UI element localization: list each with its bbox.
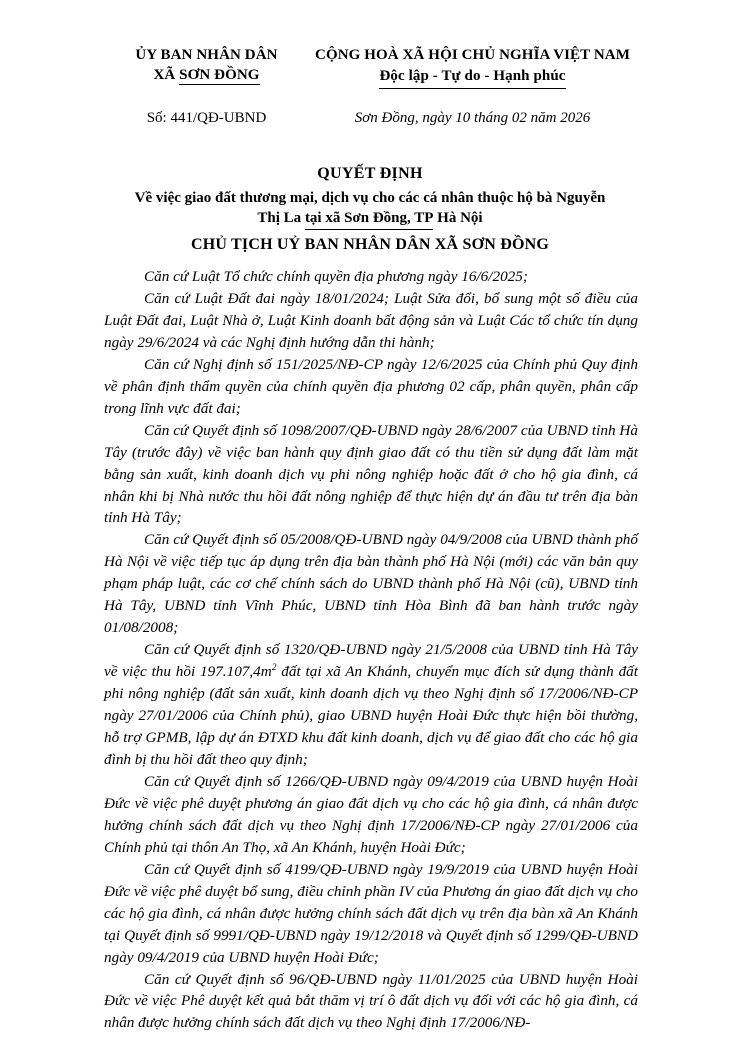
document-body — [104, 266, 638, 1034]
area-unit-superscript: 2 — [271, 663, 277, 674]
issuing-authority-commune: SƠN ĐỒNG — [179, 66, 260, 83]
place-and-date: Sơn Đồng, ngày 10 tháng 02 năm 2026 — [354, 110, 591, 126]
document-subject-line2-pre: Thị La — [257, 209, 305, 226]
document-subject-line1: Về việc giao đất thương mại, dịch vụ cho các cá nhân thuộc hộ bà Nguyễn — [134, 189, 606, 206]
document-subject-location: tại xã Sơn Đồng, TP — [305, 208, 433, 230]
issuing-authority-line2 — [104, 66, 309, 86]
area-paragraph-after: đất tại xã An Khánh, chuyển mục đích sử dụng thành đất phi nông nghiệp (đất sản xuất, kinh doanh dịch vụ theo Nghị định số 17/2006/NĐ-CP ngày 27/01/2006 của Chính phủ), giao UBND huyện Hoài Đức thực hiện bồi thường, hỗ trợ GPMB, lập dự án ĐTXD khu đất kinh doanh, dịch vụ để giao đất cho các hộ gia đình bị thu hồi đất theo quy định; — [104, 663, 638, 768]
body-paragraph: Căn cứ Quyết định số 05/2008/QĐ-UBND ngày 04/9/2008 của UBND thành phố Hà Nội về việc tiếp tục áp dụng trên địa bàn thành phố Hà Nội (mới) các văn bản quy phạm pháp luật, các cơ chế chính sách do UBND thành phố Hà Nội (cũ), UBND tỉnh Hà Tây, UBND tỉnh Vĩnh Phúc, UBND tỉnh Hòa Bình đã ban hành trước ngày 01/08/2008; — [104, 531, 638, 637]
document-number-row — [104, 110, 636, 127]
area-paragraph-before: Căn cứ Quyết định số 1320/QĐ-UBND ngày 21/5/2008 của UBND tỉnh Hà Tây về việc thu hồi 197.107,4m — [104, 641, 638, 681]
national-title: CỘNG HOÀ XÃ HỘI CHỦ NGHĨA VIỆT NAM — [315, 47, 630, 63]
deciding-authority: CHỦ TỊCH UỶ BAN NHÂN DÂN XÃ SƠN ĐỒNG — [190, 236, 550, 253]
document-type-title: QUYẾT ĐỊNH — [317, 165, 423, 182]
body-paragraph — [104, 639, 638, 771]
document-subject-line2-post: Hà Nội — [433, 209, 483, 226]
national-motto: Độc lập - Tự do - Hạnh phúc — [379, 67, 565, 89]
body-paragraph: Căn cứ Luật Tổ chức chính quyền địa phương ngày 16/6/2025; — [144, 268, 528, 285]
body-paragraph: Căn cứ Quyết định số 96/QĐ-UBND ngày 11/01/2025 của UBND huyện Hoài Đức về việc Phê duyệt kết quả bắt thăm vị trí ô đất dịch vụ đối với các hộ gia đình, cá nhân được hưởng chính sách đất dịch vụ theo Nghị định 17/2006/NĐ- — [104, 970, 638, 1032]
letterhead — [104, 46, 636, 89]
body-paragraph: Căn cứ Nghị định số 151/2025/NĐ-CP ngày 12/6/2025 của Chính phủ Quy định về phân định thẩm quyền của chính quyền địa phương 02 cấp, phân quyền, phân cấp trong lĩnh vực đất đai; — [104, 355, 638, 417]
national-motto-wrap — [309, 66, 636, 89]
document-subject — [104, 188, 636, 230]
title-block — [104, 164, 636, 230]
body-paragraph: Căn cứ Quyết định số 4199/QĐ-UBND ngày 19/9/2019 của UBND huyện Hoài Đức về việc phê duyệt bổ sung, điều chỉnh phần IV của Phương án giao đất dịch vụ cho các hộ gia đình, cá nhân được hưởng chính sách đất dịch vụ trên địa bàn xã An Khánh tại Quyết định số 9991/QĐ-UBND ngày 19/12/2018 và Quyết định số 1299/QĐ-UBND ngày 09/4/2019 của UBND huyện Hoài Đức; — [104, 860, 638, 966]
issuing-authority-block — [104, 46, 309, 86]
body-paragraph: Căn cứ Luật Đất đai ngày 18/01/2024; Luật Sửa đổi, bổ sung một số điều của Luật Đất đai, Luật Nhà ở, Luật Kinh doanh bất động sản và Luật Các tổ chức tín dụng ngày 29/6/2024 và các Nghị định hướng dẫn thi hành; — [104, 289, 638, 351]
body-paragraph: Căn cứ Quyết định số 1266/QĐ-UBND ngày 09/4/2019 của UBND huyện Hoài Đức về việc phê duyệt phương án giao đất dịch vụ cho các hộ gia đình, cá nhân được hưởng chính sách đất dịch vụ theo Nghị định 17/2006/NĐ-CP ngày 27/01/2006 của Chính phủ tại thôn An Thọ, xã An Khánh, huyện Hoài Đức; — [104, 772, 638, 856]
body-paragraph: Căn cứ Quyết định số 1098/2007/QĐ-UBND ngày 28/6/2007 của UBND tỉnh Hà Tây (trước đây) về việc ban hành quy định giao đất có thu tiền sử dụng đất làm mặt bằng sản xuất, kinh doanh dịch vụ phi nông nghiệp hoặc đất ở cho hộ gia đình, cá nhân khi bị Nhà nước thu hồi đất nông nghiệp để thực hiện dự án đầu tư trên địa bàn tỉnh Hà Tây; — [104, 421, 638, 527]
document-number: Số: 441/QĐ-UBND — [146, 110, 267, 126]
national-heading-block — [309, 46, 636, 89]
issuing-authority-prefix: XÃ — [153, 66, 180, 83]
issuing-authority-line1: ỦY BAN NHÂN DÂN — [135, 47, 278, 63]
